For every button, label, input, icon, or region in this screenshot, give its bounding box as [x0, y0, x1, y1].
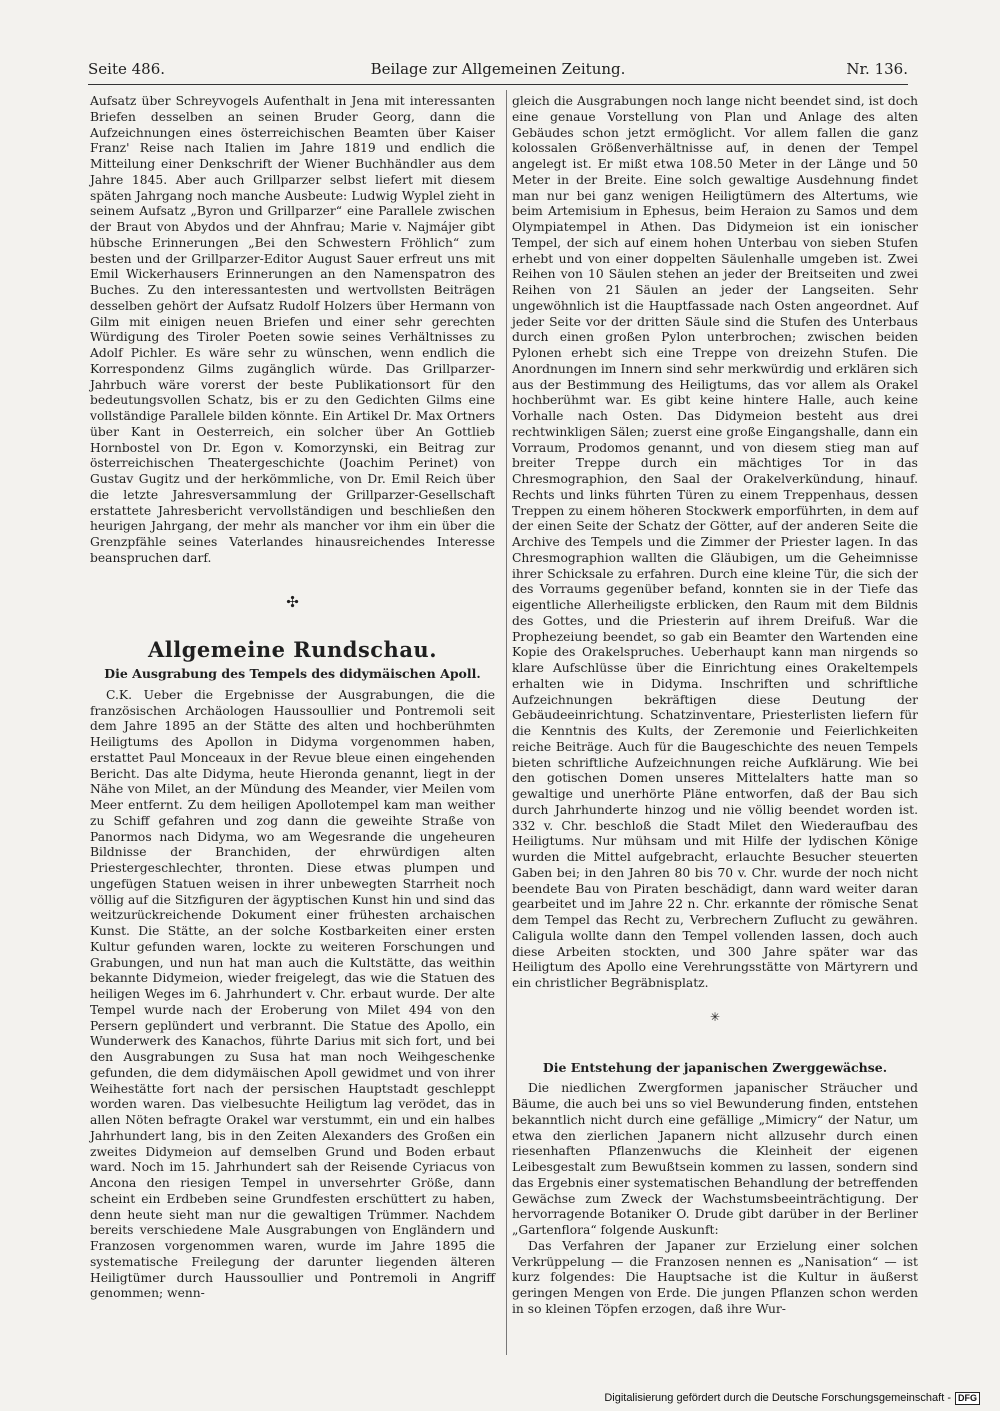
- section-title: Allgemeine Rundschau.: [147, 637, 438, 663]
- publication-title: Beilage zur Allgemeinen Zeitung.: [370, 60, 626, 78]
- article-title-zwerggewaechse: Die Entstehung der japanischen Zwerggewächse.: [542, 1059, 888, 1075]
- right-paragraph-2: Die niedlichen Zwergformen japanischer Sträucher und Bäume, die auch bei uns so viel Bewunderung finden, entstehen bekanntlich nicht durch eine gefällige „Mimicry“ der Natur, um etwa den zierlichen Japanern nicht allzusehr durch einen riesenhaften Pflanzenwuchs die Kleinheit der eigenen Leibesgestalt zum Bewußtsein kommen zu lassen, sondern sind das Ergebnis einer systematischen Behandlung der betreffenden Gewächse zum Zweck der Wachstumsbeeinträchtigung. Der hervorragende Botaniker O. Drude gibt darüber in der Berliner „Gartenflora“ folgende Auskunft:: [512, 1081, 918, 1237]
- digitization-footer: [604, 1391, 980, 1405]
- right-paragraph-3: Das Verfahren der Japaner zur Erzielung einer solchen Verkrüppelung — die Franzosen nennen es „Nanisation“ — ist kurz folgendes: Die Hauptsache ist die Kultur in äußerst geringen Mengen von Erde. Die jungen Pflanzen schon werden in so kleinen Töpfen erzogen, daß ihre Wur-: [512, 1238, 918, 1316]
- issue-number: Nr. 136.: [846, 60, 908, 78]
- left-paragraph-1: Aufsatz über Schreyvogels Aufenthalt in Jena mit interessanten Briefen desselben an seinen Bruder Georg, dann die Aufzeichnungen eines österreichischen Beamten über Kaiser Franz' Reise nach Italien im Jahre 1819 und endlich die Mitteilung einer Denkschrift der Wiener Buchhändler aus dem Jahre 1845. Aber auch Grillparzer selbst liefert mit diesem späten Jahrgang noch manche Ausbeute: Ludwig Wyplel zieht in seinem Aufsatz „Byron und Grillparzer“ eine Parallele zwischen der Braut von Abydos und der Ahnfrau; Marie v. Najmájer gibt hübsche Erinnerungen „Bei den Schwestern Fröhlich“ zum besten und der Grillparzer-Editor August Sauer erfreut uns mit Emil Wickerhausers Erinnerungen an den Namenspatron des Buches. Zu den interessantesten und wertvollsten Beiträgen desselben gehört der Aufsatz Rudolf Holzers über Hermann von Gilm mit einigen neuen Briefen und einer sehr gerechten Würdigung des Tiroler Poeten sowie seines Verhältnisses zu Adolf Pichler. Es wäre sehr zu wünschen, wenn endlich die Korrespondenz Gilms zugänglich würde. Das Grillparzer-Jahrbuch wäre vorerst der beste Publikationsort für den bedeutungsvollen Schatz, bis er zu den Gedichten Gilms eine vollständige Parallele bilden könnte. Ein Artikel Dr. Max Ortners über Kant in Oesterreich, ein solcher über An Gottlieb Hornbostel von Dr. Egon v. Komorzynski, ein Beitrag zur österreichischen Theatergeschichte (Joachim Perinet) von Gustav Gugitz und der herkömmliche, von Dr. Emil Reich über die letzte Jahresversammlung der Grillparzer-Gesellschaft erstattete Jahresbericht vervollständigen und beschließen den heurigen Jahrgang, der mehr als mancher vor ihm ein über die Grenzpfähle seines Vaterlandes hinausreichendes Interesse beanspruchen darf.: [90, 94, 495, 565]
- dfg-logo-icon: DFG: [955, 1392, 980, 1405]
- left-column: [90, 94, 495, 1302]
- left-paragraph-2: C.K. Ueber die Ergebnisse der Ausgrabungen, die die französischen Archäologen Haussoullier und Pontremoli seit dem Jahre 1895 an der Stätte des alten und hochberühmten Heiligtums des Apollon in Didyma vorgenommen haben, erstattet Paul Monceaux in der Revue bleue einen eingehenden Bericht. Das alte Didyma, heute Hieronda genannt, liegt in der Nähe von Milet, an der Mündung des Meander, vier Meilen vom Meer entfernt. Zu dem heiligen Apollotempel kam man weither zu Schiff gefahren und zog dann die geweihte Straße von Panormos nach Didyma, wo am Wegesrande die ungeheuren Bildnisse der Branchiden, der ehrwürdigen alten Priestergeschlechter, thronten. Diese etwas plumpen und ungefügen Statuen weisen in ihrer unbewegten Starrheit noch völlig auf die Sitzfiguren der ägyptischen Kunst hin und sind das weitzurückreichende Dokument einer frühesten archaischen Kunst. Die Stätte, an der solche Kostbarkeiten einer ersten Kultur gefunden waren, lockte zu weiteren Forschungen und Grabungen, und nun hat man auch die Kultstätte, das weithin bekannte Didymeion, wieder freigelegt, das wie die Statuen des heiligen Weges im 6. Jahrhundert v. Chr. erbaut wurde. Der alte Tempel wurde nach der Eroberung von Milet 494 von den Persern geplündert und verbrannt. Die Statue des Apollo, ein Wunderwerk des Kanachos, führte Darius mit sich fort, und bei den Ausgrabungen zu Susa hat man noch Weihgeschenke gefunden, die dem didymäischen Apoll gewidmet und von ihrer Weihestätte fort nach der persischen Hauptstadt geschleppt worden waren. Das vielbesuchte Heiligtum lag verödet, das in allen Nöten befragte Orakel war verstummt, ein und ein halbes Jahrhundert lang, bis in den Zeiten Alexanders des Großen ein zweites Didymeion auf demselben Grund und Boden erbaut ward. Noch im 15. Jahrhundert sah der Reisende Cyriacus von Ancona den riesigen Tempel in unversehrter Größe, dann scheint ein Erdbeben seine Grundfesten erschüttert zu haben, denn heute sieht man nur die gewaltigen Trümmer. Nachdem bereits verschiedene Male Ausgrabungen von Engländern und Franzosen vorgenommen waren, wurde im Jahre 1895 die systematische Freilegung der darunter liegenden älteren Heiligtümer durch Haussoullier und Pontremoli in Angriff genommen; wenn-: [90, 687, 495, 1301]
- right-column: [512, 94, 918, 1318]
- right-paragraph-1: gleich die Ausgrabungen noch lange nicht beendet sind, ist doch eine genaue Vorstellung von Plan und Anlage des alten Gebäudes schon jetzt ermöglicht. Vor allem fallen die ganz kolossalen Größenverhältnisse auf, in denen der Tempel angelegt ist. Er mißt etwa 108.50 Meter in der Länge und 50 Meter in der Breite. Eine solch gewaltige Ausdehnung findet man nur bei ganz wenigen Heiligtümern des Altertums, wie beim Artemisium in Ephesus, beim Heraion zu Samos und dem Olympiatempel in Athen. Das Didymeion ist ein ionischer Tempel, der sich auf einem hohen Unterbau von sieben Stufen erhebt und von einer doppelten Säulenhalle umgeben ist. Zwei Reihen von 10 Säulen stehen an jeder der Breitseiten und zwei Reihen von 21 Säulen an jeder der Langseiten. Sehr ungewöhnlich ist die Hauptfassade nach Osten angeordnet. Auf jeder Seite vor der dritten Säule sind die Stufen des Unterbaus durch einen großen Pylon unterbrochen; zwischen beiden Pylonen erhebt sich eine Treppe von dreizehn Stufen. Die Anordnungen im Innern sind sehr merkwürdig und erklären sich aus der Bestimmung des Heiligtums, das vor allem als Orakel hochberühmt war. Es gibt keine hintere Halle, auch keine Vorhalle nach Osten. Das Didymeion besteht aus drei rechtwinkligen Sälen; zuerst eine große Eingangshalle, dann ein Vorraum, Prodomos genannt, und von diesem stieg man auf breiter Treppe durch ein mächtiges Tor in das Chresmographion, den Saal der Orakelverkündung, hinauf. Rechts und links führten Türen zu einem Treppenhaus, dessen Treppen zu einem höheren Stockwerk emporführten, in dem auf der einen Seite der Schatz der Götter, auf der anderen Seite die Archive des Tempels und die Zimmer der Priester lagen. In das Chresmographion wallten die Gläubigen, um die Geheimnisse ihrer Schicksale zu erfahren. Durch eine kleine Tür, die sich der des Vorraums gegenüber befand, konnten sie in der Tiefe das eigentliche Allerheiligste erblicken, den Raum mit dem Bildnis des Gottes, und die Priesterin auf ihrem Dreifuß. War die Prophezeiung beendet, so gab ein Beamter den Wartenden eine Kopie des Orakelspruches. Ueberhaupt kann man nirgends so klare Aufschlüsse über die Einrichtung eines Orakeltempels erhalten wie in Didyma. Inschriften und schriftliche Aufzeichnungen bekräftigen diese Deutung der Gebäudeeinrichtung. Schatzinventare, Priesterlisten liefern für die Kenntnis des Kults, der Zeremonie und Feierlichkeiten reiche Beiträge. Auch für die Baugeschichte des neuen Tempels bieten schriftliche Aufzeichnungen reiche Aufklärung. Wie bei den gotischen Domen unseres Mittelalters hatte man so gewaltige und unerhörte Pläne entworfen, daß der Bau sich durch Jahrhunderte hinzog und nie völlig beendet worden ist. 332 v. Chr. beschloß die Stadt Milet den Wiederaufbau des Heiligtums. Nur mühsam und mit Hilfe der lydischen Könige wurden die Mittel aufgebracht, erlauchte Besucher steuerten Gaben bei; in den Jahren 80 bis 70 v. Chr. wurde der noch nicht beendete Bau von Piraten beschädigt, dann ward weiter daran gearbeitet und im Jahre 22 n. Chr. erkannte der römische Senat dem Tempel das Recht zu, Verbrechern Zuflucht zu gewähren. Caligula wollte dann den Tempel vollenden lassen, doch auch diese Arbeiten stockten, und 300 Jahre später war das Heiligtum des Apollo eine Verehrungsstätte von Märtyrern und ein christlicher Begräbnisplatz.: [512, 94, 918, 990]
- page-number: Seite 486.: [88, 60, 166, 78]
- page-header: [88, 60, 908, 86]
- header-rule: [88, 84, 908, 85]
- footer-text: Digitalisierung gefördert durch die Deutsche Forschungsgemeinschaft -: [604, 1392, 951, 1404]
- article-title-apoll: Die Ausgrabung des Tempels des didymäischen Apoll.: [104, 666, 481, 681]
- column-divider: [506, 90, 507, 1355]
- ornament-icon: ✣: [286, 592, 299, 611]
- asterisk-ornament-icon: ✳: [709, 1009, 721, 1024]
